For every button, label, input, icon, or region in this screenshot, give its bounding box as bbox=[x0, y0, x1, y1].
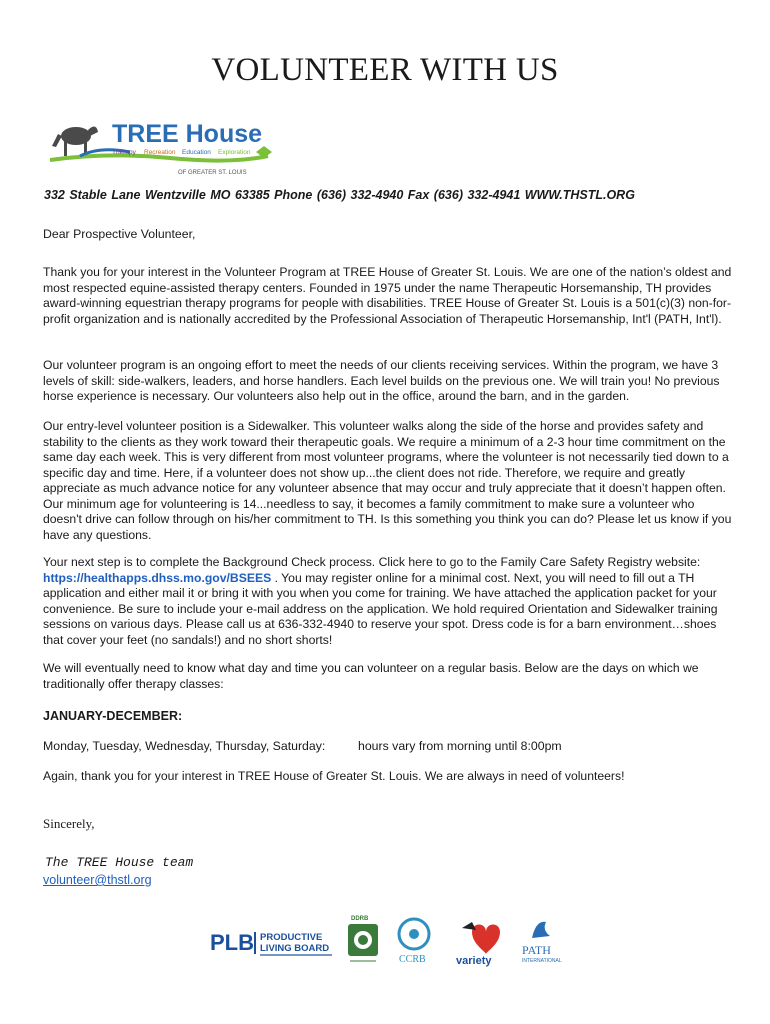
paragraph-program: Our volunteer program is an ongoing effort to meet the needs of our clients receiving services. Within the program, we have 3 levels of skill: side-walkers, leaders, and horse handlers. Each level builds on the previous one. We will train you! No previous horse experience is necessary. Our volunteers also help out in the office, around the barn, and in the garden. bbox=[43, 358, 720, 403]
variety-text: variety bbox=[456, 955, 492, 967]
schedule-days: Monday, Tuesday, Wednesday, Thursday, Saturday: bbox=[43, 739, 326, 753]
address-line: 332 Stable Lane Wentzville MO 63385 Phone (636) 332-4940 Fax (636) 332-4941 WWW.THSTL.ORG bbox=[44, 188, 635, 202]
schedule-hours: hours vary from morning until 8:00pm bbox=[358, 739, 562, 753]
path-sub-text: INTERNATIONAL bbox=[522, 958, 562, 964]
logo-tag-recreation: Recreation bbox=[144, 149, 176, 156]
logo-tag-education: Education bbox=[182, 149, 211, 156]
paragraph-sidewalker: Our entry-level volunteer position is a Sidewalker. This volunteer walks along the side of the horse and provides safety and stability to the clients as they work toward their therapeutic goals. We require a minimum of a 2-3 hour time commitment on the same day each week. This is very different from most volunteer programs, where the volunteer is not necessarily tied down to a specific day and time. Here, if a volunteer does not show up...the client does not ride. Therefore, we require and greatly appreciate as much advance notice for any volunteer absence that may occur and truly appreciate that it doesn’t happen often. Our minimum age for volunteering is 14...needless to say, it becomes a family commitment to make sure a volunteer who doesn't drive can follow through on his/her commitment to TH. Is this something you think you can do? Please let us know if you have any questions. bbox=[43, 419, 732, 542]
contact-email-link[interactable]: volunteer@thstl.org bbox=[43, 873, 152, 887]
tree-house-logo bbox=[50, 112, 275, 180]
ccrb-text: CCRB bbox=[399, 954, 426, 965]
path-text: PATH bbox=[522, 943, 551, 957]
sponsor-logos bbox=[210, 912, 570, 974]
next-step-text: Your next step is to complete the Background Check process. Click here to go to the Family Care Safety Registry website: bbox=[43, 555, 701, 569]
closing-sincerely: Sincerely, bbox=[43, 816, 95, 831]
ddrb-text: DDRB bbox=[351, 916, 369, 922]
logo-tree-text: TREE House bbox=[112, 120, 263, 148]
greeting: Dear Prospective Volunteer, bbox=[43, 227, 196, 241]
paragraph-next-step bbox=[43, 555, 733, 648]
logo-tag-exploration: Exploration bbox=[218, 149, 251, 156]
ccrb-logo bbox=[399, 919, 429, 965]
plb-line1: PRODUCTIVE bbox=[260, 932, 323, 943]
ddrb-logo bbox=[348, 916, 378, 962]
paragraph-schedule-intro: We will eventually need to know what day and time you can volunteer on a regular basis. Below are the days on which we traditionally offer therapy classes: bbox=[43, 661, 699, 691]
signature-team: The TREE House team bbox=[45, 855, 194, 870]
page-title: VOLUNTEER WITH US bbox=[211, 52, 559, 88]
logo-subtitle: OF GREATER ST. LOUIS bbox=[178, 170, 247, 176]
paragraph-thanks: Again, thank you for your interest in TREE House of Greater St. Louis. We are always in need of volunteers! bbox=[43, 769, 625, 783]
background-check-link[interactable]: https://healthapps.dhss.mo.gov/BSEES bbox=[43, 570, 272, 585]
plb-logo bbox=[210, 930, 332, 956]
paragraph-intro: Thank you for your interest in the Volunteer Program at TREE House of Greater St. Louis. We are one of the nation’s oldest and most respected equine-assisted therapy centers. Founded in 1975 under the name Therapeutic Horsemanship, TH provides award-winning equestrian therapy programs for people with disabilities. TREE House of Greater St. Louis is a 501(c)(3) non-for-profit organization and is nationally accredited by the Professional Association of Therapeutic Horsemanship, Int'l (PATH, Int'l). bbox=[43, 265, 732, 326]
schedule-heading: JANUARY-DECEMBER: bbox=[43, 709, 183, 723]
logo-tag-therapy: Therapy bbox=[112, 149, 136, 156]
path-logo bbox=[522, 922, 562, 964]
plb-line2: LIVING BOARD bbox=[260, 943, 330, 954]
plb-short-text: PLB bbox=[210, 930, 254, 955]
variety-logo bbox=[456, 922, 500, 967]
next-step-text-cont: . You may register online for a minimal cost. Next, you will need to fill out a TH application and either mail it or bring it with you when you come for training. We have attached the application packet for your convenience. Be sure to include your e-mail address on the application. We hold required Orientation and Sidewalker training sessions on various days. Please call us at 636-332-4940 to reserve your spot. Dress code is for a barn environment…shoes that cover your feet (no sandals!) and no short shorts! bbox=[43, 570, 718, 647]
